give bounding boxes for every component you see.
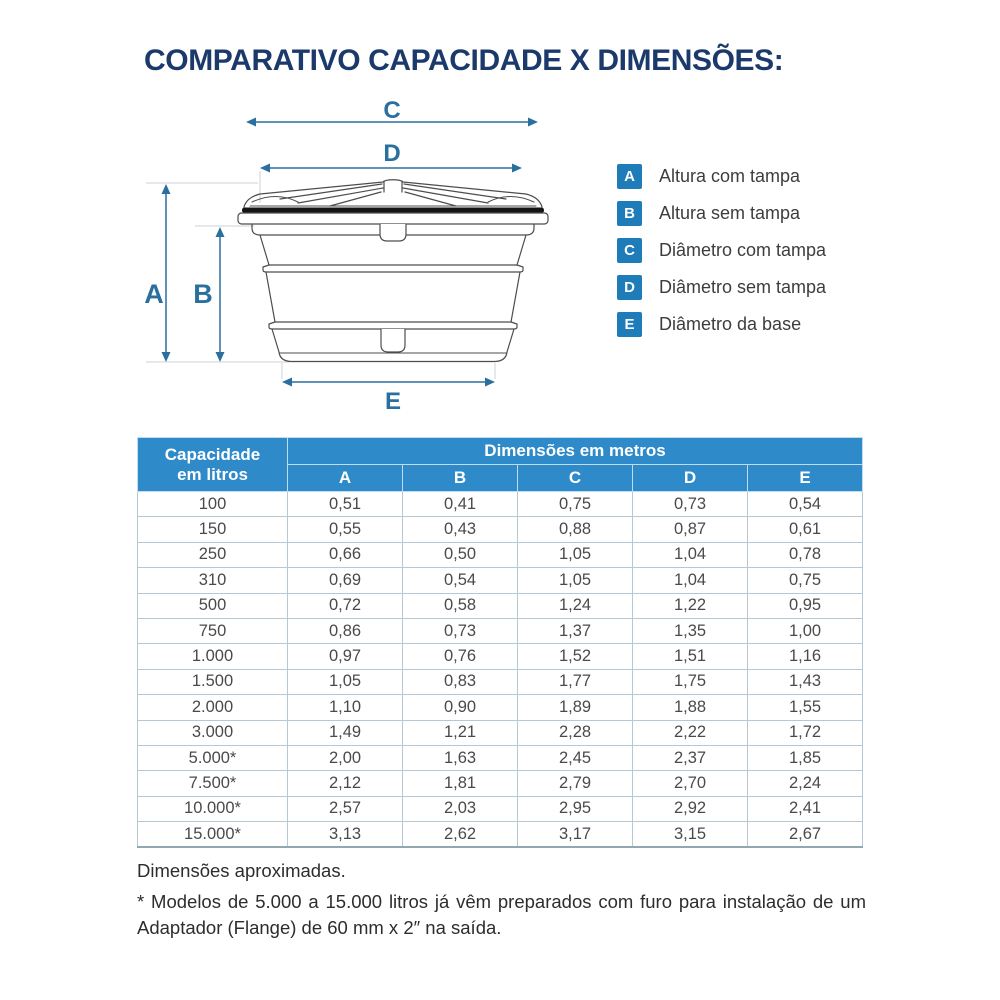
dimension-arrow-e (282, 378, 495, 387)
value-cell: 3,15 (633, 822, 748, 848)
value-cell: 0,54 (748, 492, 863, 517)
value-cell: 1,24 (518, 593, 633, 618)
value-cell: 1,10 (288, 695, 403, 720)
tank-dimension-diagram (140, 95, 610, 420)
legend-key-badge-e: E (617, 312, 642, 337)
value-cell: 1,72 (748, 720, 863, 745)
capacity-cell: 500 (138, 593, 288, 618)
legend-item-e (617, 312, 826, 337)
capacity-column-header: Capacidade em litros (138, 438, 288, 492)
value-cell: 1,05 (288, 669, 403, 694)
value-cell: 0,61 (748, 517, 863, 542)
table-row (138, 542, 863, 567)
value-cell: 1,37 (518, 618, 633, 643)
value-cell: 1,21 (403, 720, 518, 745)
table-row (138, 517, 863, 542)
dimensions-table (137, 437, 863, 848)
value-cell: 1,89 (518, 695, 633, 720)
value-cell: 1,55 (748, 695, 863, 720)
capacity-cell: 2.000 (138, 695, 288, 720)
table-row (138, 669, 863, 694)
capacity-cell: 1.500 (138, 669, 288, 694)
dimension-arrow-b (216, 227, 225, 362)
capacity-cell: 750 (138, 618, 288, 643)
value-cell: 0,75 (748, 568, 863, 593)
value-cell: 0,75 (518, 492, 633, 517)
value-cell: 2,62 (403, 822, 518, 848)
value-cell: 0,86 (288, 618, 403, 643)
table-row (138, 644, 863, 669)
capacity-cell: 310 (138, 568, 288, 593)
value-cell: 1,88 (633, 695, 748, 720)
value-cell: 1,22 (633, 593, 748, 618)
legend-item-d (617, 275, 826, 300)
capacity-cell: 5.000* (138, 745, 288, 770)
dimension-arrows (162, 118, 539, 387)
table-row (138, 796, 863, 821)
value-cell: 0,55 (288, 517, 403, 542)
dimensions-group-header: Dimensões em metros (288, 438, 863, 465)
tank-drawing (238, 180, 548, 362)
value-cell: 0,58 (403, 593, 518, 618)
column-header-b: B (403, 465, 518, 492)
value-cell: 1,49 (288, 720, 403, 745)
legend-key-badge-a: A (617, 164, 642, 189)
value-cell: 0,97 (288, 644, 403, 669)
legend-label-d: Diâmetro sem tampa (659, 277, 827, 297)
value-cell: 2,95 (518, 796, 633, 821)
legend-key-badge-d: D (617, 275, 642, 300)
dimension-label-d: D (383, 140, 401, 167)
table-row (138, 771, 863, 796)
value-cell: 0,50 (403, 542, 518, 567)
column-header-a: A (288, 465, 403, 492)
capacity-cell: 3.000 (138, 720, 288, 745)
value-cell: 0,69 (288, 568, 403, 593)
value-cell: 0,72 (288, 593, 403, 618)
table-row (138, 745, 863, 770)
value-cell: 0,95 (748, 593, 863, 618)
value-cell: 2,24 (748, 771, 863, 796)
value-cell: 3,13 (288, 822, 403, 848)
legend-item-c (617, 238, 826, 263)
dimension-arrow-a (162, 184, 171, 362)
value-cell: 0,43 (403, 517, 518, 542)
table-row (138, 720, 863, 745)
legend-label-b: Altura sem tampa (659, 203, 801, 223)
value-cell: 0,51 (288, 492, 403, 517)
value-cell: 0,73 (633, 492, 748, 517)
value-cell: 1,04 (633, 568, 748, 593)
value-cell: 1,77 (518, 669, 633, 694)
legend-label-c: Diâmetro com tampa (659, 240, 827, 260)
value-cell: 0,73 (403, 618, 518, 643)
dimension-legend (617, 164, 826, 349)
capacity-cell: 7.500* (138, 771, 288, 796)
value-cell: 1,52 (518, 644, 633, 669)
column-header-e: E (748, 465, 863, 492)
capacity-cell: 1.000 (138, 644, 288, 669)
column-header-d: D (633, 465, 748, 492)
value-cell: 0,54 (403, 568, 518, 593)
value-cell: 2,22 (633, 720, 748, 745)
legend-key-badge-c: C (617, 238, 642, 263)
note-footnote: * Modelos de 5.000 a 15.000 litros já vêm preparados com furo para instalação de um Adaptador (Flange) de 60 mm x 2″ na saída. (137, 891, 866, 938)
table-row (138, 822, 863, 848)
value-cell: 1,00 (748, 618, 863, 643)
value-cell: 2,28 (518, 720, 633, 745)
legend-key-badge-b: B (617, 201, 642, 226)
capacity-cell: 10.000* (138, 796, 288, 821)
dimension-label-c: C (383, 97, 401, 124)
value-cell: 1,75 (633, 669, 748, 694)
value-cell: 1,16 (748, 644, 863, 669)
value-cell: 0,41 (403, 492, 518, 517)
column-header-c: C (518, 465, 633, 492)
value-cell: 2,57 (288, 796, 403, 821)
note-approximate-dimensions: Dimensões aproximadas. (137, 860, 346, 881)
value-cell: 2,00 (288, 745, 403, 770)
value-cell: 2,12 (288, 771, 403, 796)
capacity-cell: 250 (138, 542, 288, 567)
value-cell: 2,45 (518, 745, 633, 770)
value-cell: 1,04 (633, 542, 748, 567)
dimension-label-b: B (193, 279, 213, 309)
value-cell: 0,88 (518, 517, 633, 542)
value-cell: 2,37 (633, 745, 748, 770)
value-cell: 0,90 (403, 695, 518, 720)
lid-gasket (242, 208, 544, 214)
value-cell: 2,79 (518, 771, 633, 796)
table-row (138, 568, 863, 593)
table-row (138, 618, 863, 643)
value-cell: 1,81 (403, 771, 518, 796)
value-cell: 0,87 (633, 517, 748, 542)
table-row (138, 492, 863, 517)
value-cell: 1,35 (633, 618, 748, 643)
value-cell: 2,70 (633, 771, 748, 796)
value-cell: 1,05 (518, 568, 633, 593)
value-cell: 2,41 (748, 796, 863, 821)
legend-label-a: Altura com tampa (659, 166, 801, 186)
value-cell: 1,51 (633, 644, 748, 669)
value-cell: 1,85 (748, 745, 863, 770)
capacity-cell: 15.000* (138, 822, 288, 848)
dimension-label-a: A (144, 279, 164, 309)
capacity-cell: 150 (138, 517, 288, 542)
legend-item-a (617, 164, 826, 189)
value-cell: 1,43 (748, 669, 863, 694)
value-cell: 0,76 (403, 644, 518, 669)
value-cell: 0,66 (288, 542, 403, 567)
value-cell: 3,17 (518, 822, 633, 848)
value-cell: 2,67 (748, 822, 863, 848)
value-cell: 1,05 (518, 542, 633, 567)
legend-item-b (617, 201, 826, 226)
page-title: COMPARATIVO CAPACIDADE X DIMENSÕES: (144, 44, 784, 77)
table-row (138, 593, 863, 618)
value-cell: 0,78 (748, 542, 863, 567)
value-cell: 2,92 (633, 796, 748, 821)
dimension-label-e: E (384, 388, 402, 415)
value-cell: 2,03 (403, 796, 518, 821)
legend-label-e: Diâmetro da base (659, 314, 802, 334)
capacity-cell: 100 (138, 492, 288, 517)
table-row (138, 695, 863, 720)
value-cell: 0,83 (403, 669, 518, 694)
value-cell: 1,63 (403, 745, 518, 770)
